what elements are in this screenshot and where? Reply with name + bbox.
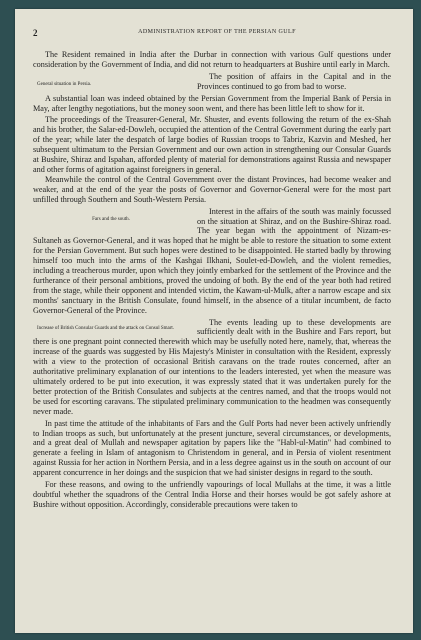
paragraph: Interest in the affairs of the south was mainly focussed on the situation at Shiraz, and on the Bushire-Shiraz road. The year began with the appointment of Nizam-es-Sultaneh as Governor-General, and it was hoped that he might be able to restore the situation to some extent for the Persian Government. But such hopes were destined to be disappointed. He started badly by throwing himself too much into the arms of the Kashgai Ilkhani, Soulet-ed-Dowleh, and the violent remedies, including a treacherous murder, upon which they jointly embarked for the settlement of the Province and the furtherance of their personal ambitions, proved the undoing of both. By the end of the year both had retired from the stage, while their opponent and intended victim, the Kawam-ul-Mulk, after a narrow escape and six months' sanctuary in the British Consulate, found himself, in the absence of a titular incumbent, de facto Governor-General of the Province. — [33, 206, 391, 315]
paragraph: In past time the attitude of the inhabitants of Fars and the Gulf Ports had never been actively unfriendly to Indian troops as such, but unfortunately at the present juncture, several circumstances, or developments, and a great deal of Mullah and newspaper agitation by papers like the "Habl-ul-Matin" had combined to generate a feeling in Islam of antagonism to Christendom in general, and in Persia of violent resentment against Russia for her action in Northern Persia, and in a less degree against us in the south on account of our apparent concurrence in her doings and the suspicion that we had sinister designs in regard to the south. — [33, 418, 391, 478]
report-body — [33, 50, 391, 510]
paragraph: The position of affairs in the Capital and in the Provinces continued to go from bad to worse. — [197, 71, 391, 91]
paragraph: The proceedings of the Treasurer-General, Mr. Shuster, and events following the return of the ex-Shah and his brother, the Salar-ed-Dowleh, occupied the attention of the Central Government during the early part of the year; while later the despatch of large bodies of Russian troops to Tabriz, Kazvin and Meshed, her subsequent ultimatum to the Persian Government and our own action in strengthening our Consular Guards at Bushire, Shiraz and Ispahan, afforded plenty of material for demonstrations against Russia and newspaper and other forms of agitation against foreigners in general. — [33, 115, 391, 174]
running-title: ADMINISTRATION REPORT OF THE PERSIAN GULF — [138, 29, 296, 35]
sidenote-general-situation: General situation in Persia. — [37, 81, 92, 87]
page-number: 2 — [33, 28, 38, 38]
paragraph: The events leading up to these developments are sufficiently dealt with in the Bushire and Fars report, but there is one pregnant point connected therewith which may be usefully noted here, namely, that, whereas the increase of the guards was suggested by His Majesty's Minister in consultation with the Resident, expressly with a view to the protection of occasional British caravans on the trade routes concerned, after an authoritative preliminary explanation of our intentions to the leaders interested, yet when the measure was ultimately ordered to be put into execution, it was expressly stated that it was undertaken purely for the better protection of the British Consulates and subjects at the centres named, and that the troops would not be used for escorting caravans. The stipulated preliminary communication to the headmen was consequently never made. — [33, 317, 391, 416]
sidenote-fars-south: Fars and the south. — [92, 216, 130, 222]
sidenote-consular-guards: Increase of British Consular Guards and the attack on Consul Smart. — [37, 325, 175, 331]
paragraph: Meanwhile the control of the Central Government over the distant Provinces, had become weaker and weaker, and at the end of the year the posts of Governor and Governor-General were for the most part unfilled through Southern and South-Western Persia. — [33, 174, 391, 204]
paragraph: The Resident remained in India after the Durbar in connection with various Gulf questions under consideration by the Government of India, and did not return to headquarters at Bushire until early in March. — [33, 50, 391, 69]
page-header — [33, 28, 401, 39]
paragraph: For these reasons, and owing to the unfriendly vapourings of local Mullahs at the time, it was a little doubtful whether the squadrons of the Central India Horse and their horses would be got safely ashore at Bushire without opposition. Accordingly, considerable precautions were taken to — [33, 480, 391, 509]
paragraph: A substantial loan was indeed obtained by the Persian Government from the Imperial Bank of Persia in May, after lengthy negotiations, but the money soon went, and there has been little left to show for it. — [33, 93, 391, 113]
document-page — [15, 9, 413, 633]
